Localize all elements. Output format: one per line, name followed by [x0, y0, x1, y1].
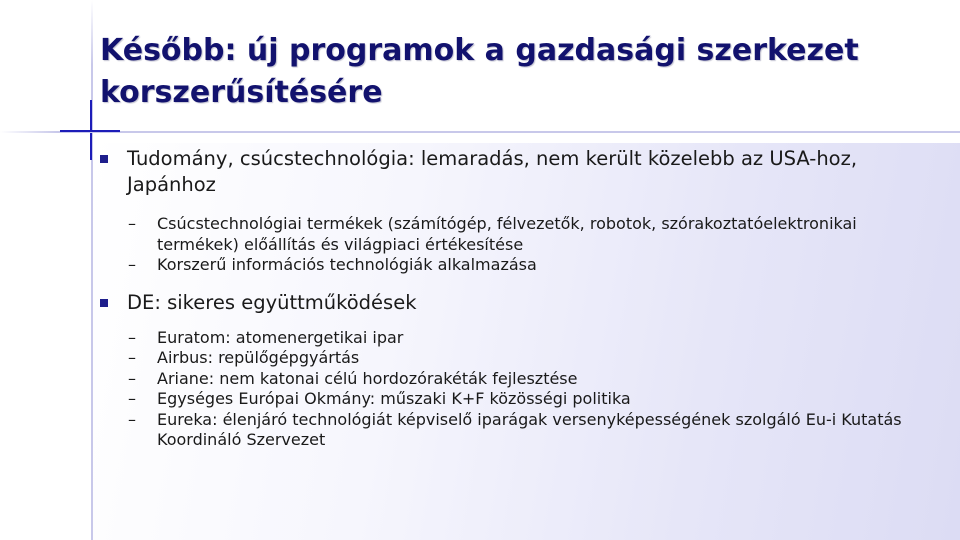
sub-item-text: Csúcstechnológiai termékek (számítógép, félvezetők, robotok, szórakoztatóelektronikai termékek) előállítás és világpiaci értékesítése [157, 214, 857, 254]
horizontal-accent-line [60, 130, 120, 132]
slide-body [100, 146, 940, 451]
dash-bullet: – [128, 409, 136, 429]
dash-bullet: – [128, 389, 136, 408]
dash-bullet: – [128, 368, 136, 388]
sub-list [100, 328, 940, 451]
sub-item [100, 214, 940, 255]
bullet-item [100, 290, 940, 316]
title-line-1: Később: új programok a gazdasági szerkezet [100, 33, 859, 68]
dash-bullet: – [128, 214, 136, 233]
sub-item [100, 410, 940, 451]
sub-list [100, 214, 940, 276]
sub-item-text: Euratom: atomenergetikai ipar [157, 327, 404, 347]
square-bullet-icon [100, 155, 108, 163]
sub-item-text: Ariane: nem katonai célú hordozórakéták fejlesztése [157, 368, 578, 388]
horizontal-divider [0, 131, 960, 133]
bullet-item [100, 146, 940, 198]
slide-title [100, 30, 940, 114]
vertical-divider [91, 0, 93, 540]
sub-item [100, 255, 940, 276]
dash-bullet: – [128, 348, 136, 367]
dash-bullet: – [128, 327, 136, 347]
sub-item [100, 369, 940, 390]
square-bullet-icon [100, 299, 108, 307]
bullet-text: DE: sikeres együttműködések [127, 290, 417, 314]
sub-item-text: Egységes Európai Okmány: műszaki K+F közösségi politika [157, 389, 631, 408]
sub-item [100, 389, 940, 410]
sub-item [100, 328, 940, 349]
sub-item [100, 348, 940, 369]
bullet-text: Tudomány, csúcstechnológia: lemaradás, nem került közelebb az USA-hoz, Japánhoz [127, 147, 858, 196]
dash-bullet: – [128, 255, 136, 274]
sub-item-text: Airbus: repülőgépgyártás [157, 348, 360, 367]
sub-item-text: Korszerű információs technológiák alkalmazása [157, 255, 537, 274]
title-line-2: korszerűsítésére [100, 75, 383, 110]
sub-item-text: Eureka: élenjáró technológiát képviselő iparágak versenyképességének szolgáló Eu-i Kutatás Koordináló Szervezet [157, 409, 902, 449]
